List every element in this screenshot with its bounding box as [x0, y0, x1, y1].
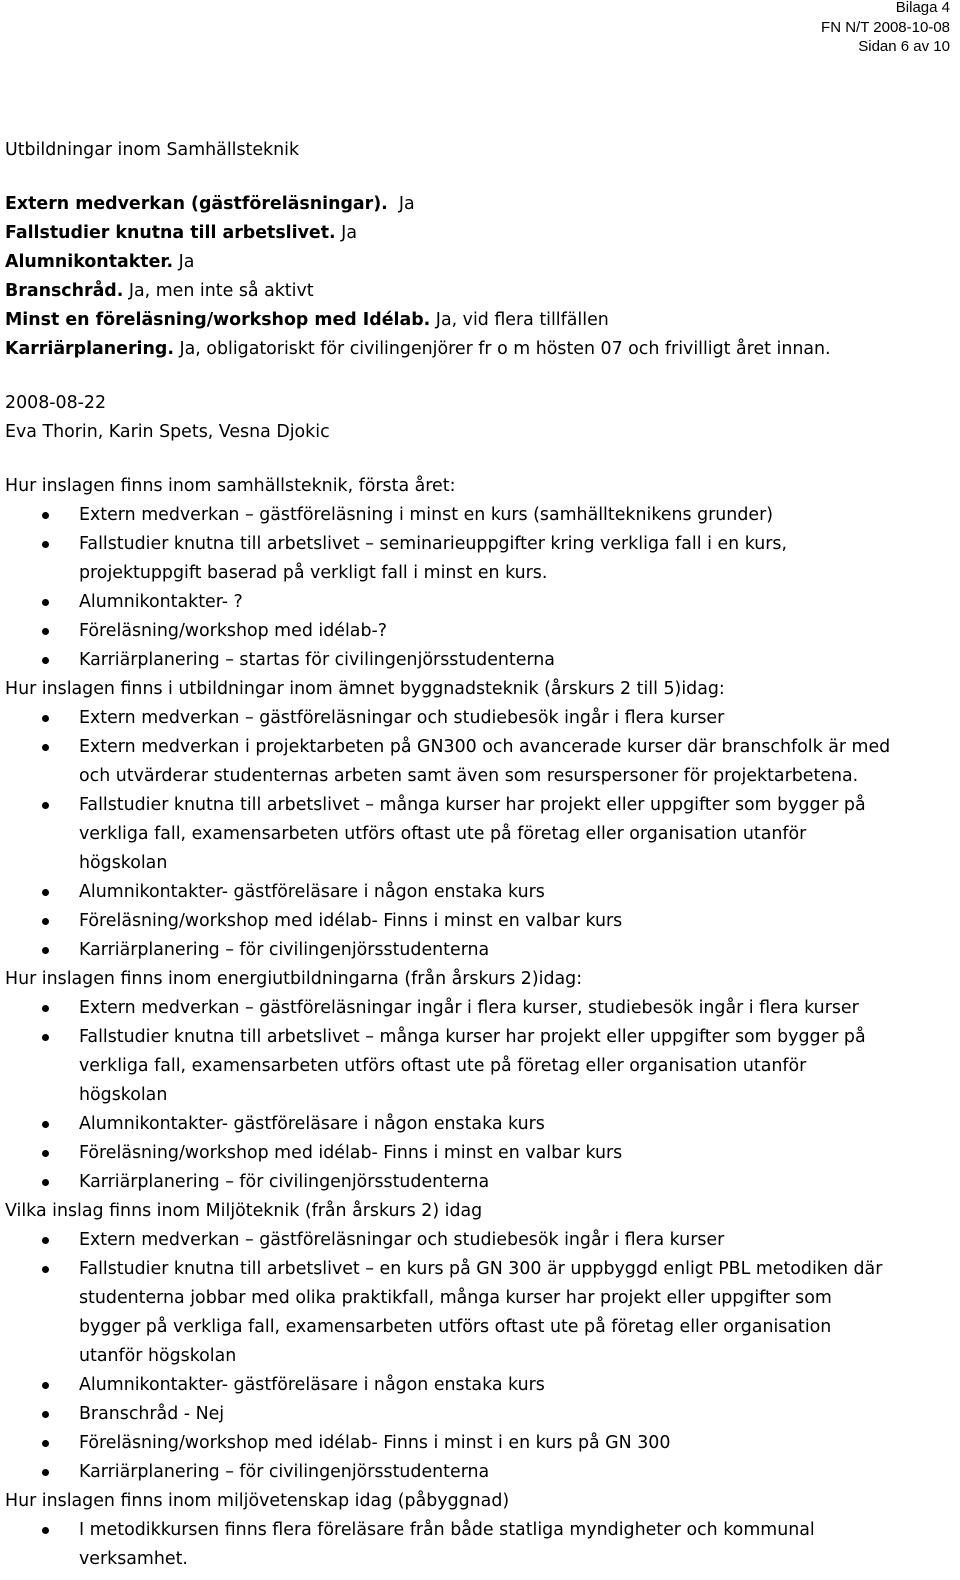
- bullet-list: [5, 994, 950, 1197]
- list-item-text: [79, 1429, 950, 1458]
- list-item-line: Fallstudier knutna till arbetslivet – många kurser har projekt eller uppgifter som bygger på: [79, 795, 866, 815]
- bullet-icon: [42, 1411, 49, 1418]
- appendix-label: Bilaga 4: [895, 0, 950, 16]
- list-item-line: Extern medverkan – gästföreläsningar och studiebesök ingår i flera kurser: [79, 1230, 725, 1250]
- list-item-line: Extern medverkan – gästföreläsningar och studiebesök ingår i flera kurser: [79, 708, 725, 728]
- list-item-text: [79, 646, 950, 675]
- list-item-line: verkliga fall, examensarbeten utförs oftast ute på företag eller organisation utanför: [79, 824, 807, 844]
- list-item-text: [79, 1168, 950, 1197]
- list-item-line: och utvärderar studenternas arbeten samt även som resurspersoner för projektarbetena.: [79, 766, 859, 786]
- intro-items: [5, 190, 950, 364]
- list-item-line: studenterna jobbar med olika praktikfall, många kurser har projekt eller uppgifter som: [79, 1288, 832, 1308]
- list-item: [5, 1110, 950, 1139]
- list-item-line: högskolan: [79, 1085, 168, 1105]
- list-item-text: [79, 994, 950, 1023]
- list-item-line: Föreläsning/workshop med idélab-?: [79, 621, 387, 641]
- list-item-line: Fallstudier knutna till arbetslivet – många kurser har projekt eller uppgifter som bygger på: [79, 1027, 866, 1047]
- list-item-line: Extern medverkan – gästföreläsningar ingår i flera kurser, studiebesök ingår i flera kurser: [79, 998, 859, 1018]
- list-item-text: [79, 1400, 950, 1429]
- page-header: [821, 0, 950, 57]
- list-item-text: [79, 878, 950, 907]
- list-item: [5, 1139, 950, 1168]
- bullet-icon: [42, 541, 49, 548]
- document-reference: FN N/T 2008-10-08: [821, 18, 950, 36]
- list-item-text: [79, 530, 950, 588]
- section-heading: Vilka inslag finns inom Miljöteknik (från årskurs 2) idag: [5, 1201, 483, 1221]
- bullet-list: [5, 1226, 950, 1487]
- bullet-icon: [42, 802, 49, 809]
- list-item-text: [79, 1110, 950, 1139]
- document-body: [5, 136, 950, 1574]
- intro-item: Extern medverkan (gästföreläsningar). Ja: [5, 194, 415, 214]
- bullet-list: [5, 704, 950, 965]
- list-item-line: Alumnikontakter- ?: [79, 592, 243, 612]
- list-item-line: bygger på verkliga fall, examensarbeten utförs oftast ute på företag eller organisation: [79, 1317, 832, 1337]
- list-item: [5, 617, 950, 646]
- list-item-line: Karriärplanering – för civilingenjörsstudenterna: [79, 1172, 490, 1192]
- list-item: [5, 1458, 950, 1487]
- bullet-icon: [42, 1469, 49, 1476]
- intro-item: Karriärplanering. Ja, obligatoriskt för civilingenjörer fr o m hösten 07 och frivilligt året innan.: [5, 339, 831, 359]
- list-item-line: I metodikkursen finns flera föreläsare från både statliga myndigheter och kommunal: [79, 1520, 815, 1540]
- list-item-text: [79, 1371, 950, 1400]
- page-number: Sidan 6 av 10: [858, 38, 950, 55]
- bullet-icon: [42, 889, 49, 896]
- list-item-text: [79, 907, 950, 936]
- list-item: [5, 878, 950, 907]
- list-item: [5, 1429, 950, 1458]
- bullet-icon: [42, 1179, 49, 1186]
- intro-title: Utbildningar inom Samhällsteknik: [5, 140, 300, 160]
- bullet-icon: [42, 1382, 49, 1389]
- list-item-text: [79, 1226, 950, 1255]
- list-item: [5, 907, 950, 936]
- bullet-list: [5, 501, 950, 675]
- bullet-icon: [42, 1440, 49, 1447]
- list-item-line: Karriärplanering – för civilingenjörsstudenterna: [79, 1462, 490, 1482]
- list-item: [5, 646, 950, 675]
- bullet-icon: [42, 918, 49, 925]
- list-item-line: utanför högskolan: [79, 1346, 237, 1366]
- list-item: [5, 994, 950, 1023]
- list-item: [5, 1371, 950, 1400]
- list-item: [5, 791, 950, 878]
- list-item-text: [79, 791, 950, 878]
- intro-item: Minst en föreläsning/workshop med Idélab. Ja, vid flera tillfällen: [5, 310, 609, 330]
- list-item-text: [79, 1516, 950, 1574]
- list-item-line: Fallstudier knutna till arbetslivet – seminarieuppgifter kring verkliga fall i en kurs,: [79, 534, 787, 554]
- bullet-icon: [42, 599, 49, 606]
- list-item-line: Alumnikontakter- gästföreläsare i någon enstaka kurs: [79, 882, 545, 902]
- list-item-line: Föreläsning/workshop med idélab- Finns i minst en valbar kurs: [79, 911, 623, 931]
- list-item-line: Karriärplanering – för civilingenjörsstudenterna: [79, 940, 490, 960]
- bullet-icon: [42, 628, 49, 635]
- bullet-icon: [42, 1005, 49, 1012]
- list-item: [5, 1400, 950, 1429]
- list-item-text: [79, 588, 950, 617]
- intro-item: Fallstudier knutna till arbetslivet. Ja: [5, 223, 357, 243]
- bullet-icon: [42, 947, 49, 954]
- list-item: [5, 588, 950, 617]
- list-item: [5, 1023, 950, 1110]
- bullet-icon: [42, 1237, 49, 1244]
- list-item-line: projektuppgift baserad på verkligt fall i minst en kurs.: [79, 563, 548, 583]
- list-item: [5, 1255, 950, 1371]
- intro-item: Branschråd. Ja, men inte så aktivt: [5, 281, 314, 301]
- list-item-text: [79, 617, 950, 646]
- document-authors: Eva Thorin, Karin Spets, Vesna Djokic: [5, 422, 330, 442]
- list-item-line: Fallstudier knutna till arbetslivet – en kurs på GN 300 är uppbyggd enligt PBL metodiken där: [79, 1259, 883, 1279]
- bullet-icon: [42, 657, 49, 664]
- bullet-list: [5, 1516, 950, 1574]
- list-item-line: Föreläsning/workshop med idélab- Finns i minst i en kurs på GN 300: [79, 1433, 671, 1453]
- list-item-line: Föreläsning/workshop med idélab- Finns i minst en valbar kurs: [79, 1143, 623, 1163]
- bullet-icon: [42, 1527, 49, 1534]
- list-item: [5, 1226, 950, 1255]
- list-item: [5, 530, 950, 588]
- list-item: [5, 704, 950, 733]
- list-item: [5, 501, 950, 530]
- bullet-icon: [42, 1121, 49, 1128]
- list-item-line: Branschråd - Nej: [79, 1404, 225, 1424]
- list-item-line: verkliga fall, examensarbeten utförs oftast ute på företag eller organisation utanför: [79, 1056, 807, 1076]
- list-item: [5, 936, 950, 965]
- list-item-text: [79, 501, 950, 530]
- list-item-text: [79, 1023, 950, 1110]
- document-date: 2008-08-22: [5, 393, 107, 413]
- list-item-text: [79, 733, 950, 791]
- bullet-icon: [42, 715, 49, 722]
- list-item-line: Alumnikontakter- gästföreläsare i någon enstaka kurs: [79, 1114, 545, 1134]
- intro-item: Alumnikontakter. Ja: [5, 252, 195, 272]
- list-item-text: [79, 704, 950, 733]
- sections: [5, 472, 950, 1574]
- bullet-icon: [42, 512, 49, 519]
- bullet-icon: [42, 1150, 49, 1157]
- list-item-line: högskolan: [79, 853, 168, 873]
- list-item: [5, 733, 950, 791]
- list-item-text: [79, 936, 950, 965]
- list-item-text: [79, 1255, 950, 1371]
- bullet-icon: [42, 1266, 49, 1273]
- section-heading: Hur inslagen finns inom samhällsteknik, första året:: [5, 476, 456, 496]
- list-item-line: Extern medverkan – gästföreläsning i minst en kurs (samhällteknikens grunder): [79, 505, 774, 525]
- section-heading: Hur inslagen finns i utbildningar inom ämnet byggnadsteknik (årskurs 2 till 5)idag:: [5, 679, 725, 699]
- list-item-text: [79, 1458, 950, 1487]
- list-item-line: Extern medverkan i projektarbeten på GN300 och avancerade kurser där branschfolk är med: [79, 737, 891, 757]
- list-item-line: Karriärplanering – startas för civilingenjörsstudenterna: [79, 650, 555, 670]
- section-heading: Hur inslagen finns inom miljövetenskap idag (påbyggnad): [5, 1491, 510, 1511]
- list-item-line: verksamhet.: [79, 1549, 188, 1569]
- list-item: [5, 1168, 950, 1197]
- list-item-text: [79, 1139, 950, 1168]
- bullet-icon: [42, 744, 49, 751]
- section-heading: Hur inslagen finns inom energiutbildningarna (från årskurs 2)idag:: [5, 969, 583, 989]
- list-item-line: Alumnikontakter- gästföreläsare i någon enstaka kurs: [79, 1375, 545, 1395]
- bullet-icon: [42, 1034, 49, 1041]
- list-item: [5, 1516, 950, 1574]
